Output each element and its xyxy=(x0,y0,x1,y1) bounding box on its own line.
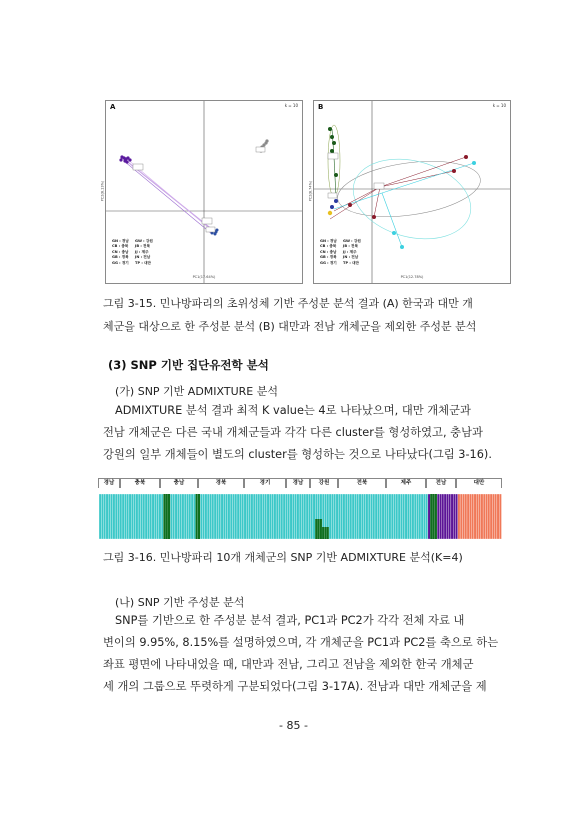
admixture-bar xyxy=(499,494,501,539)
admixture-bar xyxy=(278,494,280,539)
admixture-bar xyxy=(393,494,395,539)
admixture-bar xyxy=(203,494,205,539)
pca-panel-b xyxy=(308,100,511,284)
admixture-bar xyxy=(99,494,101,539)
admixture-bar xyxy=(442,494,444,539)
legend-item: CB : 충북 xyxy=(320,244,337,249)
admixture-bar xyxy=(488,494,490,539)
admixture-bar xyxy=(311,494,313,539)
admixture-bar xyxy=(384,494,386,539)
admixture-bar xyxy=(456,494,458,539)
admixture-bar xyxy=(347,494,349,539)
admixture-bar xyxy=(219,494,221,539)
admixture-bar-segment xyxy=(168,494,170,539)
group-label: 전북 xyxy=(338,478,386,488)
group-label: 제주 xyxy=(386,478,426,488)
paragraph-a xyxy=(103,400,501,466)
admixture-bar-segment xyxy=(320,519,322,539)
admixture-bar xyxy=(389,494,391,539)
admixture-bar xyxy=(416,494,418,539)
admixture-bar xyxy=(308,494,310,539)
admixture-bar xyxy=(138,494,140,539)
admixture-bar xyxy=(147,494,149,539)
legend-item: JB : 전북 xyxy=(343,244,358,249)
admixture-bar xyxy=(288,494,290,539)
legend-item: JB : 전북 xyxy=(135,244,150,249)
admixture-bar xyxy=(191,494,193,539)
admixture-bar xyxy=(481,494,483,539)
paragraph-line: 강원의 일부 개체들이 별도의 cluster를 형성하는 것으로 나타났다(그림 3-16). xyxy=(103,448,492,461)
admixture-bar xyxy=(237,494,239,539)
admixture-bar xyxy=(113,494,115,539)
admixture-bar-segment xyxy=(196,494,198,539)
admixture-bar-segment xyxy=(163,494,165,539)
admixture-bar xyxy=(472,494,474,539)
admixture-bar xyxy=(391,494,393,539)
admixture-bar xyxy=(111,494,113,539)
admixture-bar xyxy=(361,494,363,539)
panel-a-ylabel: PC2(8.13%) xyxy=(100,180,105,202)
admixture-bar xyxy=(301,494,303,539)
admixture-bar xyxy=(407,494,409,539)
admixture-bar xyxy=(221,494,223,539)
subsection-heading-a: (가) SNP 기반 ADMIXTURE 분석 xyxy=(115,385,278,398)
admixture-bar xyxy=(343,494,345,539)
figure-15-caption xyxy=(103,292,503,338)
legend-item: GB : 경북 xyxy=(320,255,337,260)
admixture-bar xyxy=(295,494,297,539)
paragraph-line: 전남 개체군은 다른 국내 개체군들과 각각 다른 cluster를 형성하였고, 충남과 xyxy=(103,426,483,439)
admixture-bar xyxy=(150,494,152,539)
admixture-bar xyxy=(182,494,184,539)
admixture-bar xyxy=(345,494,347,539)
admixture-bar xyxy=(143,494,145,539)
admixture-bar xyxy=(269,494,271,539)
admixture-bar-segment xyxy=(198,494,200,539)
admixture-bar xyxy=(465,494,467,539)
admixture-bar xyxy=(414,494,416,539)
admixture-bar xyxy=(403,494,405,539)
admixture-bar xyxy=(497,494,499,539)
admixture-bar xyxy=(267,494,269,539)
admixture-bar xyxy=(398,494,400,539)
page-number: - 85 - xyxy=(279,719,308,732)
legend-item: CB : 충북 xyxy=(112,244,129,249)
admixture-bar xyxy=(410,494,412,539)
admixture-bar xyxy=(276,494,278,539)
admixture-bar xyxy=(366,494,368,539)
admixture-bar xyxy=(421,494,423,539)
group-label: 대만 xyxy=(456,478,502,488)
admixture-bar xyxy=(444,494,446,539)
admixture-bar xyxy=(412,494,414,539)
admixture-bar xyxy=(186,494,188,539)
admixture-bar xyxy=(253,494,255,539)
panel-a-note: k = 10 xyxy=(284,103,298,108)
admixture-bar xyxy=(350,494,352,539)
admixture-bar xyxy=(419,494,421,539)
admixture-bar xyxy=(117,494,119,539)
admixture-bar xyxy=(193,494,195,539)
admixture-bar xyxy=(161,494,163,539)
admixture-bar xyxy=(283,494,285,539)
admixture-bar xyxy=(265,494,267,539)
admixture-bar xyxy=(462,494,464,539)
admixture-bar xyxy=(175,494,177,539)
admixture-bar xyxy=(359,494,361,539)
admixture-bar-segment xyxy=(315,519,317,539)
caption-line: 체군을 대상으로 한 주성분 분석 (B) 대만과 전남 개체군을 제외한 주성분 분석 xyxy=(103,320,477,333)
admixture-bar xyxy=(115,494,117,539)
legend-item: JN : 전남 xyxy=(135,255,151,260)
admixture-bar xyxy=(467,494,469,539)
admixture-bar-segment xyxy=(318,519,320,539)
paragraph-line: ADMIXTURE 분석 결과 최적 K value는 4로 나타났으며, 대만 개체군과 xyxy=(115,404,471,417)
admixture-bar xyxy=(451,494,453,539)
admixture-bar xyxy=(290,494,292,539)
admixture-bar xyxy=(262,494,264,539)
admixture-bar xyxy=(212,494,214,539)
admixture-bar xyxy=(297,494,299,539)
panel-a-xlabel: PC1(17.64%) xyxy=(192,275,216,279)
figure-16-caption: 그림 3-16. 민나방파리 10개 개체군의 SNP 기반 ADMIXTURE 분석(K=4) xyxy=(103,551,463,564)
admixture-bar xyxy=(127,494,129,539)
admixture-bar xyxy=(214,494,216,539)
admixture-bar xyxy=(331,494,333,539)
admixture-bar xyxy=(285,494,287,539)
admixture-bar xyxy=(364,494,366,539)
admixture-bar xyxy=(299,494,301,539)
admixture-bar xyxy=(292,494,294,539)
admixture-bar xyxy=(458,494,460,539)
admixture-bar xyxy=(209,494,211,539)
admixture-bar-segment xyxy=(324,527,326,539)
admixture-bar xyxy=(246,494,248,539)
admixture-bar xyxy=(370,494,372,539)
paragraph-line: 세 개의 그룹으로 뚜렷하게 구분되었다(그림 3-17A). 전남과 대만 개체군을 제 xyxy=(103,680,487,693)
admixture-bar xyxy=(232,494,234,539)
admixture-bar xyxy=(145,494,147,539)
group-label: 경기 xyxy=(244,478,286,488)
admixture-bar xyxy=(226,494,228,539)
admixture-bar xyxy=(260,494,262,539)
panel-b-label: B xyxy=(318,103,324,111)
admixture-bar xyxy=(255,494,257,539)
legend-item: GN : 경남 xyxy=(112,239,129,243)
admixture-bar xyxy=(495,494,497,539)
admixture-bars-svg xyxy=(99,494,502,539)
admixture-bar-segment xyxy=(166,494,168,539)
admixture-bar xyxy=(244,494,246,539)
admixture-bar xyxy=(272,494,274,539)
admixture-bar xyxy=(242,494,244,539)
admixture-bar xyxy=(140,494,142,539)
admixture-bar xyxy=(453,494,455,539)
admixture-bar xyxy=(490,494,492,539)
legend-item: GG : 경기 xyxy=(320,260,337,265)
admixture-bar xyxy=(177,494,179,539)
admixture-bar xyxy=(235,494,237,539)
admixture-bar xyxy=(122,494,124,539)
admixture-bar xyxy=(373,494,375,539)
admixture-bar xyxy=(120,494,122,539)
group-label: 충남 xyxy=(160,478,198,488)
legend-item: GB : 경북 xyxy=(112,255,129,260)
admixture-bar xyxy=(207,494,209,539)
admixture-bar xyxy=(368,494,370,539)
admixture-bar xyxy=(173,494,175,539)
admixture-bar xyxy=(180,494,182,539)
admixture-bar xyxy=(460,494,462,539)
group-label: 경남 xyxy=(286,478,310,488)
admixture-bar xyxy=(134,494,136,539)
subsection-heading-b: (나) SNP 기반 주성분 분석 xyxy=(115,596,245,609)
admixture-bar xyxy=(108,494,110,539)
admixture-bar xyxy=(387,494,389,539)
admixture-bar xyxy=(200,494,202,539)
admixture-bar xyxy=(306,494,308,539)
group-label: 경남 xyxy=(98,478,120,488)
admixture-bar-segment xyxy=(430,494,432,539)
admixture-bar xyxy=(437,494,439,539)
admixture-bar xyxy=(223,494,225,539)
admixture-bar xyxy=(396,494,398,539)
caption-line: 그림 3-15. 민나방파리의 초위성체 기반 주성분 분석 결과 (A) 한국과 대만 개 xyxy=(103,297,473,310)
admixture-bar xyxy=(446,494,448,539)
admixture-bar xyxy=(375,494,377,539)
admixture-bar xyxy=(423,494,425,539)
admixture-bar xyxy=(189,494,191,539)
legend-item: JJ : 제주 xyxy=(135,249,149,254)
admixture-bar xyxy=(239,494,241,539)
legend-item: JJ : 제주 xyxy=(343,249,357,254)
admixture-bar xyxy=(352,494,354,539)
admixture-bar xyxy=(205,494,207,539)
admixture-bar-segment xyxy=(322,527,324,539)
admixture-bar xyxy=(184,494,186,539)
admixture-bar xyxy=(483,494,485,539)
legend-item: TP : 대만 xyxy=(343,260,359,265)
admixture-bar xyxy=(281,494,283,539)
admixture-bar xyxy=(101,494,103,539)
admixture-bar xyxy=(354,494,356,539)
admixture-bar xyxy=(334,494,336,539)
legend-item: GW : 강원 xyxy=(343,239,361,243)
admixture-bar xyxy=(152,494,154,539)
legend-item: GN : 경남 xyxy=(320,239,337,243)
group-label: 강원 xyxy=(310,478,338,488)
admixture-bar xyxy=(274,494,276,539)
admixture-bar xyxy=(357,494,359,539)
legend-item: CN : 충남 xyxy=(112,249,129,254)
admixture-bar xyxy=(159,494,161,539)
panel-a-label: A xyxy=(110,103,116,111)
pca-panel-a xyxy=(100,100,303,284)
legend-item: TP : 대만 xyxy=(135,260,151,265)
admixture-bar xyxy=(249,494,251,539)
admixture-bar xyxy=(474,494,476,539)
paragraph-line: 변이의 9.95%, 8.15%를 설명하였으며, 각 개체군을 PC1과 PC2를 축으로 하는 xyxy=(103,636,499,649)
admixture-bar xyxy=(439,494,441,539)
panel-b-legend xyxy=(320,239,366,266)
admixture-bar-segment xyxy=(433,494,435,539)
admixture-group-header xyxy=(98,478,502,489)
legend-item: CN : 충남 xyxy=(320,249,337,254)
panel-a-legend xyxy=(112,239,158,266)
admixture-bar xyxy=(124,494,126,539)
admixture-bar xyxy=(129,494,131,539)
admixture-bar xyxy=(469,494,471,539)
section-heading: (3) SNP 기반 집단유전학 분석 xyxy=(108,358,269,372)
admixture-bar xyxy=(154,494,156,539)
admixture-bar xyxy=(228,494,230,539)
legend-item: JN : 전남 xyxy=(343,255,359,260)
admixture-bar xyxy=(492,494,494,539)
admixture-bar xyxy=(157,494,159,539)
admixture-bar xyxy=(400,494,402,539)
admixture-bar xyxy=(479,494,481,539)
admixture-bar xyxy=(428,494,430,539)
paragraph-b xyxy=(103,610,501,698)
admixture-bar xyxy=(341,494,343,539)
admixture-bar xyxy=(329,494,331,539)
admixture-bar xyxy=(476,494,478,539)
admixture-bar xyxy=(131,494,133,539)
paragraph-line: 좌표 평면에 나타내었을 때, 대만과 전남, 그리고 전남을 제외한 한국 개체군 xyxy=(103,658,474,671)
legend-item: GW : 강원 xyxy=(135,239,153,243)
admixture-bar xyxy=(230,494,232,539)
admixture-bar xyxy=(258,494,260,539)
group-label: 충북 xyxy=(120,478,160,488)
admixture-bar-segment xyxy=(327,527,329,539)
admixture-bar xyxy=(382,494,384,539)
admixture-bar xyxy=(336,494,338,539)
admixture-bar xyxy=(485,494,487,539)
admixture-bar xyxy=(216,494,218,539)
paragraph-line: SNP를 기반으로 한 주성분 분석 결과, PC1과 PC2가 각각 전체 자료 내 xyxy=(115,614,465,627)
panel-b-ylabel: PC2(8.74%) xyxy=(308,180,313,202)
admixture-bar xyxy=(136,494,138,539)
admixture-bar xyxy=(251,494,253,539)
admixture-bar xyxy=(377,494,379,539)
admixture-bar xyxy=(449,494,451,539)
admixture-bar-segment xyxy=(435,494,437,539)
admixture-bar xyxy=(338,494,340,539)
group-label: 경북 xyxy=(198,478,244,488)
admixture-bar xyxy=(104,494,106,539)
panel-b-xlabel: PC1(12.78%) xyxy=(400,275,424,279)
admixture-bar xyxy=(426,494,428,539)
admixture-bar xyxy=(313,494,315,539)
legend-item: GG : 경기 xyxy=(112,260,129,265)
panel-b-note: k = 10 xyxy=(492,103,506,108)
group-label: 전남 xyxy=(426,478,456,488)
admixture-bar xyxy=(405,494,407,539)
admixture-bar-plot xyxy=(99,494,502,539)
admixture-bar xyxy=(106,494,108,539)
admixture-bar xyxy=(380,494,382,539)
admixture-bar xyxy=(304,494,306,539)
admixture-bar xyxy=(170,494,172,539)
